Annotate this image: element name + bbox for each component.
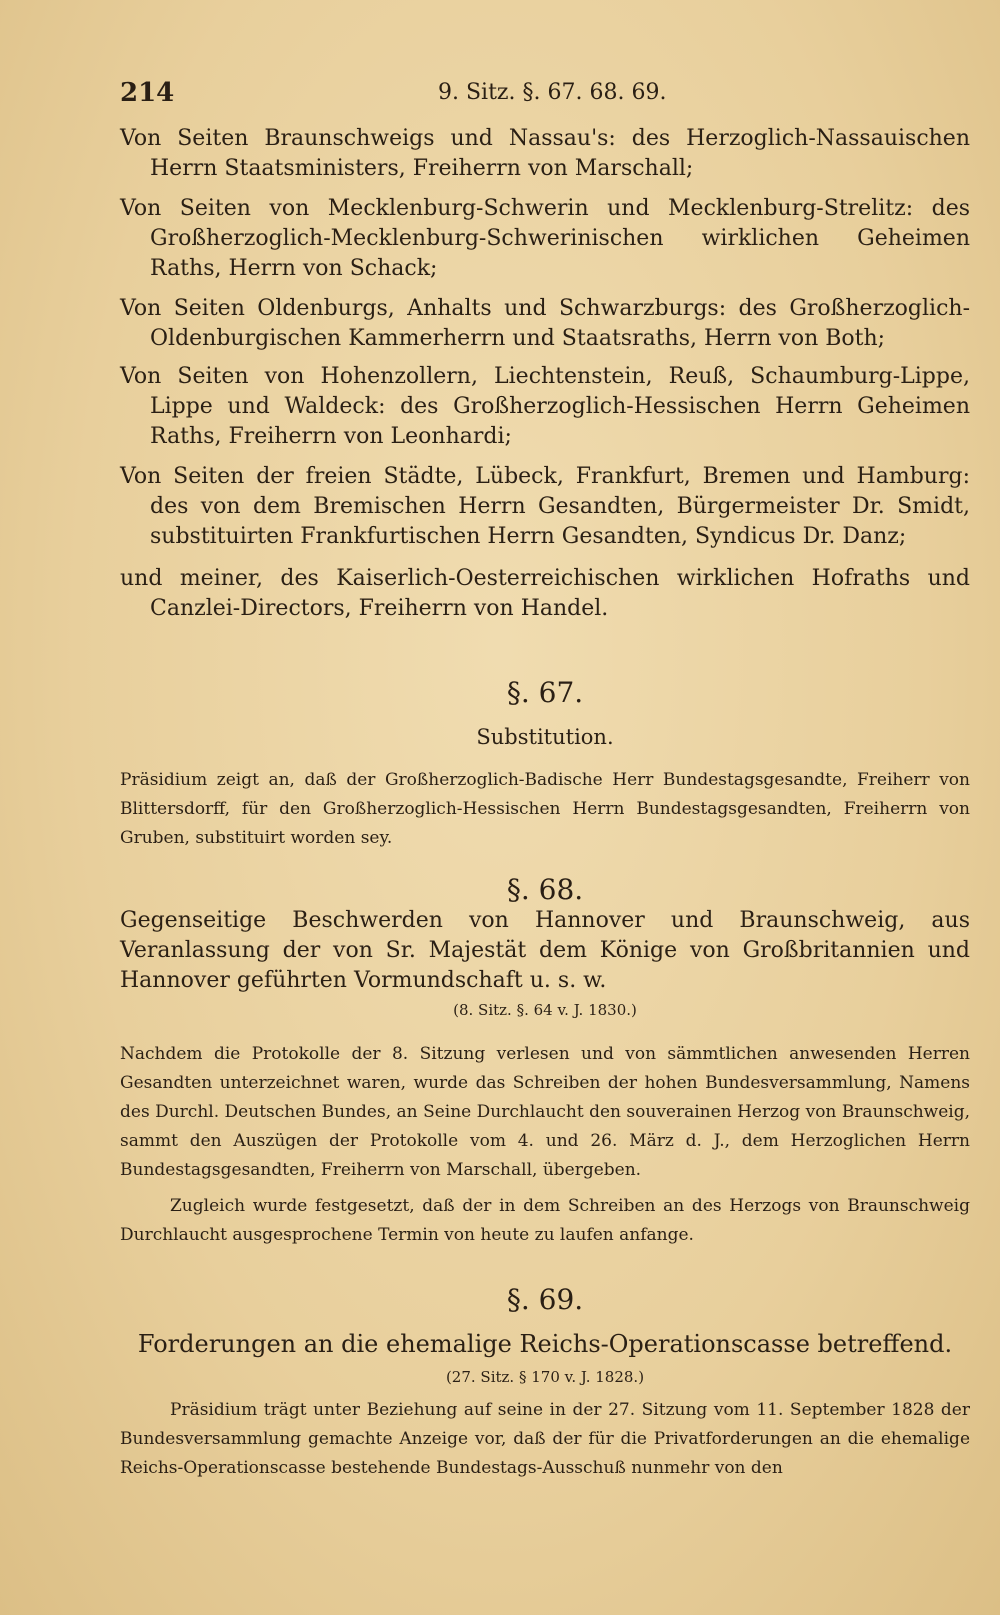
page-number: 214 bbox=[120, 78, 175, 108]
section-68-number: §. 68. bbox=[506, 873, 584, 906]
delegation-paragraph-austria: und meiner, des Kaiserlich-Oesterreichischen wirklichen Hofraths und Canzlei-Directors, Freiherrn von Handel. bbox=[120, 566, 970, 621]
delegation-paragraph-hohenzollern: Von Seiten von Hohenzollern, Liechtenstein, Reuß, Schaumburg-Lippe, Lippe und Waldeck: des Großherzoglich-Hessischen Herrn Geheimen Raths, Freiherrn von Leonhardi; bbox=[120, 364, 970, 449]
section-69-title: Forderungen an die ehemalige Reichs-Operationscasse betreffend. bbox=[137, 1330, 953, 1358]
running-head: 9. Sitz. §. 67. 68. 69. bbox=[438, 80, 667, 105]
page-header bbox=[120, 78, 970, 118]
section-68-paragraph-1: Nachdem die Protokolle der 8. Sitzung verlesen und von sämmtlichen anwesenden Herren Gesandten unterzeichnet waren, wurde das Schreiben der hohen Bundesversammlung, Namens des Durchl. Deutschen Bundes, an Seine Durchlaucht den souverainen Herzog von Braunschweig, sammt den Auszügen der Protokolle vom 4. und 26. März d. J., dem Herzoglichen Herrn Bundestagsgesandten, Freiherrn von Marschall, übergeben. bbox=[120, 1044, 970, 1180]
section-67-text: Präsidium zeigt an, daß der Großherzoglich-Badische Herr Bundestagsgesandte, Freiherr von Blittersdorff, für den Großherzoglich-Hessischen Herrn Bundestagsgesandten, Freiherrn von Gruben, substituirt worden sey. bbox=[120, 770, 970, 848]
section-68-title: Gegenseitige Beschwerden von Hannover und Braunschweig, aus Veranlassung der von Sr. Majestät dem Könige von Großbritannien und Hannover geführten Vormundschaft u. s. w. bbox=[120, 908, 970, 993]
section-69-number: §. 69. bbox=[506, 1283, 584, 1316]
delegation-paragraph-free-cities: Von Seiten der freien Städte, Lübeck, Frankfurt, Bremen und Hamburg: des von dem Bremischen Herrn Gesandten, Bürgermeister Dr. Smidt, substituirten Frankfurtischen Herrn Gesandten, Syndicus Dr. Danz; bbox=[120, 464, 970, 549]
section-69-citation: (27. Sitz. § 170 v. J. 1828.) bbox=[445, 1368, 645, 1386]
delegation-paragraph-mecklenburg: Von Seiten von Mecklenburg-Schwerin und Mecklenburg-Strelitz: des Großherzoglich-Mecklenburg-Schwerinischen wirklichen Geheimen Raths, Herrn von Schack; bbox=[120, 196, 970, 281]
section-68-paragraph-2: Zugleich wurde festgesetzt, daß der in dem Schreiben an des Herzogs von Braunschweig Durchlaucht ausgesprochene Termin von heute zu laufen anfange. bbox=[120, 1196, 970, 1245]
delegation-paragraph-oldenburg: Von Seiten Oldenburgs, Anhalts und Schwarzburgs: des Großherzoglich-Oldenburgischen Kammerherrn und Staatsraths, Herrn von Both; bbox=[120, 296, 970, 351]
section-67-number: §. 67. bbox=[506, 676, 584, 709]
section-67-title: Substitution. bbox=[476, 725, 614, 749]
section-68-citation: (8. Sitz. §. 64 v. J. 1830.) bbox=[453, 1001, 637, 1019]
delegation-paragraph-braunschweig: Von Seiten Braunschweigs und Nassau's: des Herzoglich-Nassauischen Herrn Staatsministers, Freiherrn von Marschall; bbox=[120, 126, 970, 181]
section-69-text: Präsidium trägt unter Beziehung auf seine in der 27. Sitzung vom 11. September 1828 der Bundesversammlung gemachte Anzeige vor, daß der für die Privatforderungen an die ehemalige Reichs-Operationscasse bestehende Bundestags-Ausschuß nunmehr von den bbox=[120, 1400, 970, 1478]
